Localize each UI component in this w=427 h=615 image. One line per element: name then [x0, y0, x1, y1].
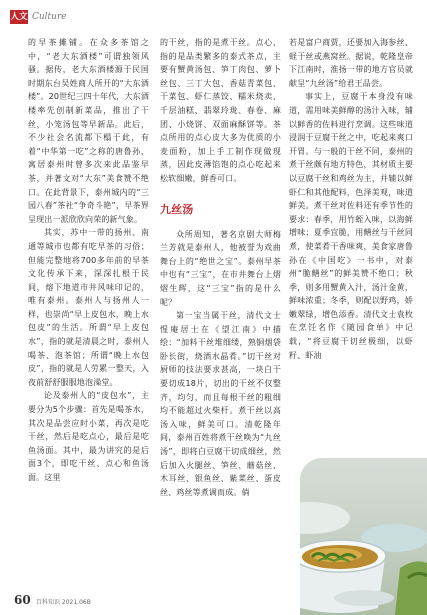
text-column-2 — [160, 36, 281, 499]
paragraph: 的早茶摊铺。在众多茶馆之中，“老大东酒楼”可谓独领风骚。据传，老大东酒楼源于民国时期东台吴姓商人所开的“大东酒楼”。20世纪三四十年代，大东酒楼率先创制新菜品，推出了干丝，小笼汤包等早新品。此后，不少社会名流都下榻于此，有着“中华第一吃”之称的唐鲁孙，寓居泰州时曾多次来此品鉴早茶，并著文对“大东”美食赞不绝口。在此背景下，泰州城内的“三园八春”茶社“争奇斗艳”，早茶界呈现出一派欣欣向荣的新气象。 — [28, 38, 149, 224]
text-column-1 — [28, 36, 149, 485]
paragraph: 其实，苏中一带的扬州、南通等城市也都有吃早茶的习俗；但能完整地将700多年前的早茶文化传承下来，深深扎根于民间，熔下地道市井风味印记的，唯有泰州。泰州人与扬州人一样，也崇尚“早上皮包水，晚上水包皮”的生活。所谓“早上皮包水”，指的就是清晨之时，泰州人喝茶、泡茶馆；所谓“晚上水包皮”，指的就是人劳累一整天，入夜前舒舒服服地泡澡堂。 — [28, 228, 149, 387]
paragraph: 事实上，豆腐干本身没有味道，需用味美鲜醇的汤汁入味，辅以鲜香的佐料进行烹调。这些味道浸润于豆腐干丝之中，吃起来爽口开胃。与一般的干丝不同，泰州的煮干丝颇有地方特色，其材质主要以豆腐干丝和鸡丝为主，并辅以鲜虾仁和其他配料，色泽美观，味道鲜美。煮干丝对佐料还有季节性的要求：春季，用竹蛭入味，以海鲜增味；夏季宜脆，用鳝丝与干丝同煮，使菜肴干香味爽，美食家唐鲁孙在《中国吃》一书中，对泰州“脆鳝丝”的鲜美赞不绝口；秋季，则多用蟹黄入汁，汤汁金黄，鲜味浓重；冬季，则配以野鸡，娇嫩翠绿，增色添香。清代文士袁枚在烹饪名作《随园食单》中记载，“将豆腐干切丝极细，以虾籽、虾油 — [289, 92, 413, 360]
page-number: 60 — [14, 593, 31, 607]
section-label-en: Culture — [32, 12, 67, 22]
section-heading: 九丝汤 — [160, 202, 194, 216]
page-header — [10, 8, 427, 32]
text-column-3 — [289, 36, 413, 362]
tea-cups-illustration — [300, 458, 427, 615]
publication-info: 百科知识 2021.06B — [36, 599, 91, 606]
tea-photo — [300, 458, 427, 615]
paragraph: 第一宝当属干丝，清代文士惺庵居士在《望江南》中描绘：“加料干丝堆细缕，熟铜烟袋卧长街，烧酒水晶肴。”切干丝对厨师的技法要求甚高，一块白干要切成18片，切出的干丝不仅整齐，均匀，而且每根干丝的粗细均不能超过火柴杆。煮干丝以高汤入味，鲜美可口。清乾隆年间，泰州百姓将煮干丝唤为“九丝汤”，即将白豆腐干切成细丝，然后加入火腿丝、笋丝、蘑菇丝、木耳丝、银鱼丝、紫菜丝、蛋皮丝、鸡丝等煮调而成。倘 — [160, 311, 281, 497]
paragraph: 的干丝，指的是煮干丝。点心，指的是品类繁多的泰式茶点，主要有蟹黄汤包、笋丁肉包、萝卜丝包、三丁大包、香菇青菜包、干菜包、虾仁蒸饺、糯米烧卖、千层油糕、翡翠玲珑、春卷、麻团、小烧饼、双面麻酥饼等。茶点所用的点心皮大多为优质的小麦面粉，加上手工制作现做现蒸，因此皮薄馅饱的点心吃起来松软细嫩，鲜香可口。 — [160, 38, 281, 183]
paragraph: 众所周知，著名京剧大师梅兰芳就是泰州人，他被誉为戏曲舞台上的“绝世之宝”。泰州早茶中也有“三宝”，在市井舞台上熠熠生辉，这“三宝”指的是什么呢？ — [160, 229, 281, 307]
paragraph: 若是富户商贾，还要加入海参丝、蛏干丝或燕窝丝。据说，乾隆皇帝下江南时，淮扬一带的地方官员就献呈“九丝汤”给君王品尝。 — [289, 38, 413, 88]
section-tag: 人文 — [10, 12, 28, 22]
paragraph: 论及泰州人的“皮包水”，主要分为5个步骤：首先是喝茶水，其次是品尝应时小菜，再次是吃干丝，然后是吃点心，最后是吃鱼汤面。其中，最为讲究的是后面3个，即吃干丝、点心和鱼汤面。这里 — [28, 391, 149, 482]
